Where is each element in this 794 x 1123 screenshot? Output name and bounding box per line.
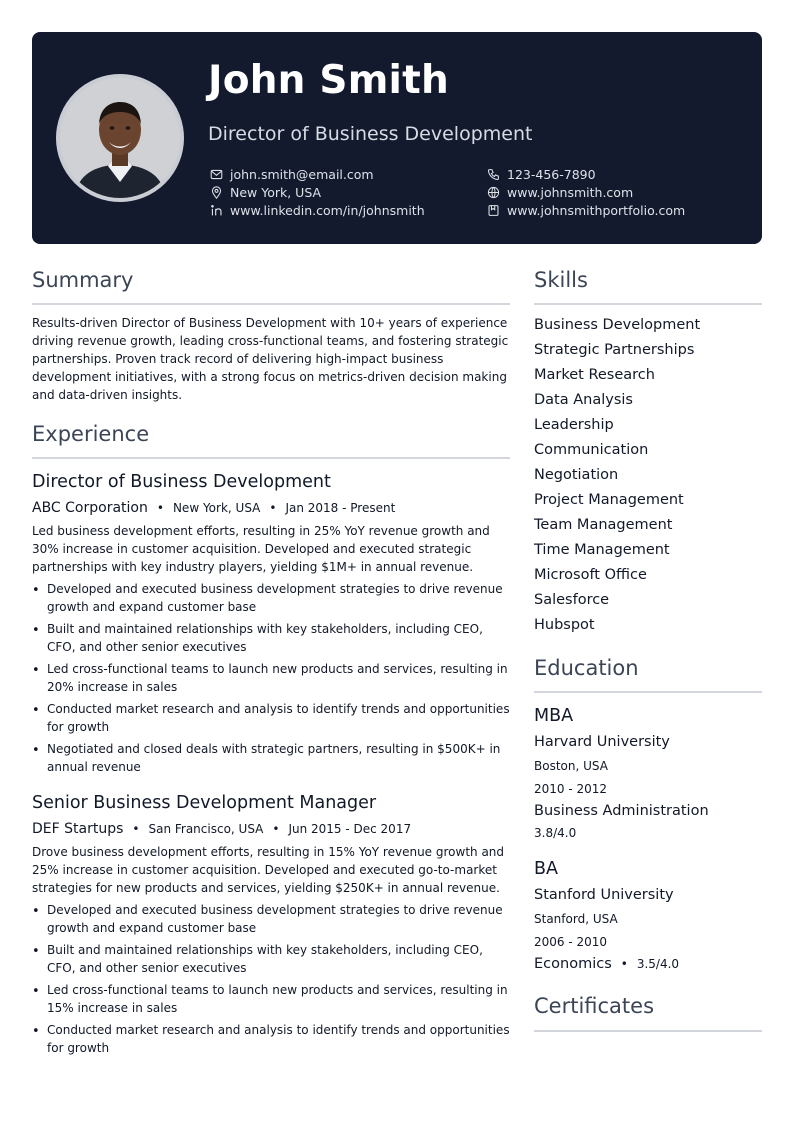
portfolio-icon [485, 202, 501, 218]
contact-website[interactable] [485, 183, 633, 201]
experience-section [32, 422, 510, 1057]
job-bullet: • Built and maintained relationships with key stakeholders, including CEO, CFO, and other senior executives [32, 941, 510, 977]
contact-email[interactable] [208, 165, 374, 183]
summary-text: Results-driven Director of Business Development with 10+ years of experience driving revenue growth, leading cross-functional teams, and fostering strategic partnerships. Proven track record of delivering high-impact business development initiatives, with a strong focus on metrics-driven decision making and data-driven insights. [32, 316, 509, 403]
job-bullet: • Conducted market research and analysis to identify trends and opportunities for growth [32, 1021, 510, 1057]
skill-item: Salesforce [534, 592, 610, 609]
education-entry [534, 858, 762, 972]
degree: BA [534, 859, 558, 880]
job-bullet: • Built and maintained relationships with key stakeholders, including CEO, CFO, and other senior executives [32, 620, 510, 656]
skill-item: Project Management [534, 492, 684, 509]
skill-item: Team Management [534, 517, 673, 534]
gpa: 3.5/4.0 [636, 957, 680, 972]
school-location: Stanford, USA [534, 912, 618, 927]
gpa: 3.8/4.0 [534, 826, 577, 841]
contact-portfolio[interactable] [485, 201, 685, 219]
skill-item: Negotiation [534, 467, 619, 484]
skill-item: Communication [534, 442, 649, 459]
profile-photo [56, 74, 184, 202]
main-column [32, 268, 510, 1061]
location-pin-icon [208, 184, 224, 200]
skill-item: Business Development [534, 317, 701, 334]
job-bullet: • Developed and executed business development strategies to drive revenue growth and expand customer base [32, 901, 510, 937]
job-location: New York, USA [172, 501, 261, 516]
separator-dot: • [272, 821, 280, 836]
job-bullet: • Led cross-functional teams to launch new products and services, resulting in 15% increase in sales [32, 981, 510, 1017]
degree: MBA [534, 706, 574, 727]
mail-icon [208, 166, 224, 182]
school: Stanford University [534, 887, 674, 904]
contact-location-text: New York, USA [230, 184, 322, 200]
job-entry [32, 471, 510, 776]
skill-item: Leadership [534, 417, 614, 434]
separator-dot: • [156, 501, 164, 516]
contact-location [208, 183, 321, 201]
contact-phone-text: 123-456-7890 [507, 166, 596, 182]
job-bullet: • Led cross-functional teams to launch new products and services, resulting in 20% increase in sales [32, 660, 510, 696]
job-role: Director of Business Development [32, 472, 331, 493]
certificates-section [534, 994, 762, 1031]
skills-section [534, 268, 762, 638]
education-dates: 2006 - 2010 [534, 935, 608, 950]
skill-item: Data Analysis [534, 392, 633, 409]
candidate-name: John Smith [208, 58, 449, 103]
skill-item: Hubspot [534, 617, 595, 634]
education-heading: Education [534, 656, 762, 693]
job-company: ABC Corporation [32, 500, 148, 517]
separator-dot: • [620, 957, 628, 972]
field-of-study: Business Administration [534, 803, 709, 820]
job-meta [32, 821, 510, 837]
contact-linkedin[interactable] [208, 201, 425, 219]
job-entry [32, 792, 510, 1057]
job-location: San Francisco, USA [148, 821, 264, 836]
skill-item: Time Management [534, 542, 670, 559]
job-dates: Jun 2015 - Dec 2017 [288, 821, 412, 836]
job-bullets [32, 901, 510, 1057]
profile-photo-illustration [60, 78, 180, 198]
field-row [534, 956, 762, 972]
job-description: Drove business development efforts, resulting in 15% YoY revenue growth and 25% increase in customer acquisition. Developed and executed go-to-market strategies for new products and services, yielding $250K+ in annual revenue. [32, 844, 505, 895]
job-meta [32, 500, 510, 516]
education-section [534, 656, 762, 972]
job-bullet: • Conducted market research and analysis to identify trends and opportunities for growth [32, 700, 510, 736]
certificates-heading: Certificates [534, 994, 762, 1031]
contact-email-text: john.smith@email.com [230, 166, 374, 182]
education-entry [534, 705, 762, 842]
contact-website-text: www.johnsmith.com [507, 184, 634, 200]
contact-portfolio-text: www.johnsmithportfolio.com [507, 202, 686, 218]
skill-item: Strategic Partnerships [534, 342, 695, 359]
school-location: Boston, USA [534, 759, 608, 774]
contact-phone[interactable] [485, 165, 596, 183]
job-description: Led business development efforts, resulting in 25% YoY revenue growth and 30% increase in customer acquisition. Developed and executed strategic partnerships with key industry players, yielding $1M+ in annual revenue. [32, 524, 490, 575]
separator-dot: • [132, 821, 140, 836]
summary-section [32, 268, 510, 404]
job-dates: Jan 2018 - Present [285, 501, 396, 516]
skill-item: Market Research [534, 367, 655, 384]
separator-dot: • [269, 501, 277, 516]
field-of-study: Economics [534, 956, 612, 973]
phone-icon [485, 166, 501, 182]
side-column [534, 268, 762, 1032]
candidate-title: Director of Business Development [208, 123, 533, 145]
globe-icon [485, 184, 501, 200]
contact-linkedin-text: www.linkedin.com/in/johnsmith [230, 202, 425, 218]
skills-list [534, 313, 762, 638]
job-role: Senior Business Development Manager [32, 793, 377, 814]
skill-item: Microsoft Office [534, 567, 647, 584]
job-company: DEF Startups [32, 820, 124, 837]
resume-header [32, 32, 762, 244]
linkedin-icon [208, 202, 224, 218]
skills-heading: Skills [534, 268, 762, 305]
experience-heading: Experience [32, 422, 510, 459]
job-bullets [32, 580, 510, 776]
school: Harvard University [534, 734, 670, 751]
education-dates: 2010 - 2012 [534, 782, 608, 797]
job-bullet: • Developed and executed business development strategies to drive revenue growth and expand customer base [32, 580, 510, 616]
job-bullet: • Negotiated and closed deals with strategic partners, resulting in $500K+ in annual revenue [32, 740, 510, 776]
summary-heading: Summary [32, 268, 510, 305]
